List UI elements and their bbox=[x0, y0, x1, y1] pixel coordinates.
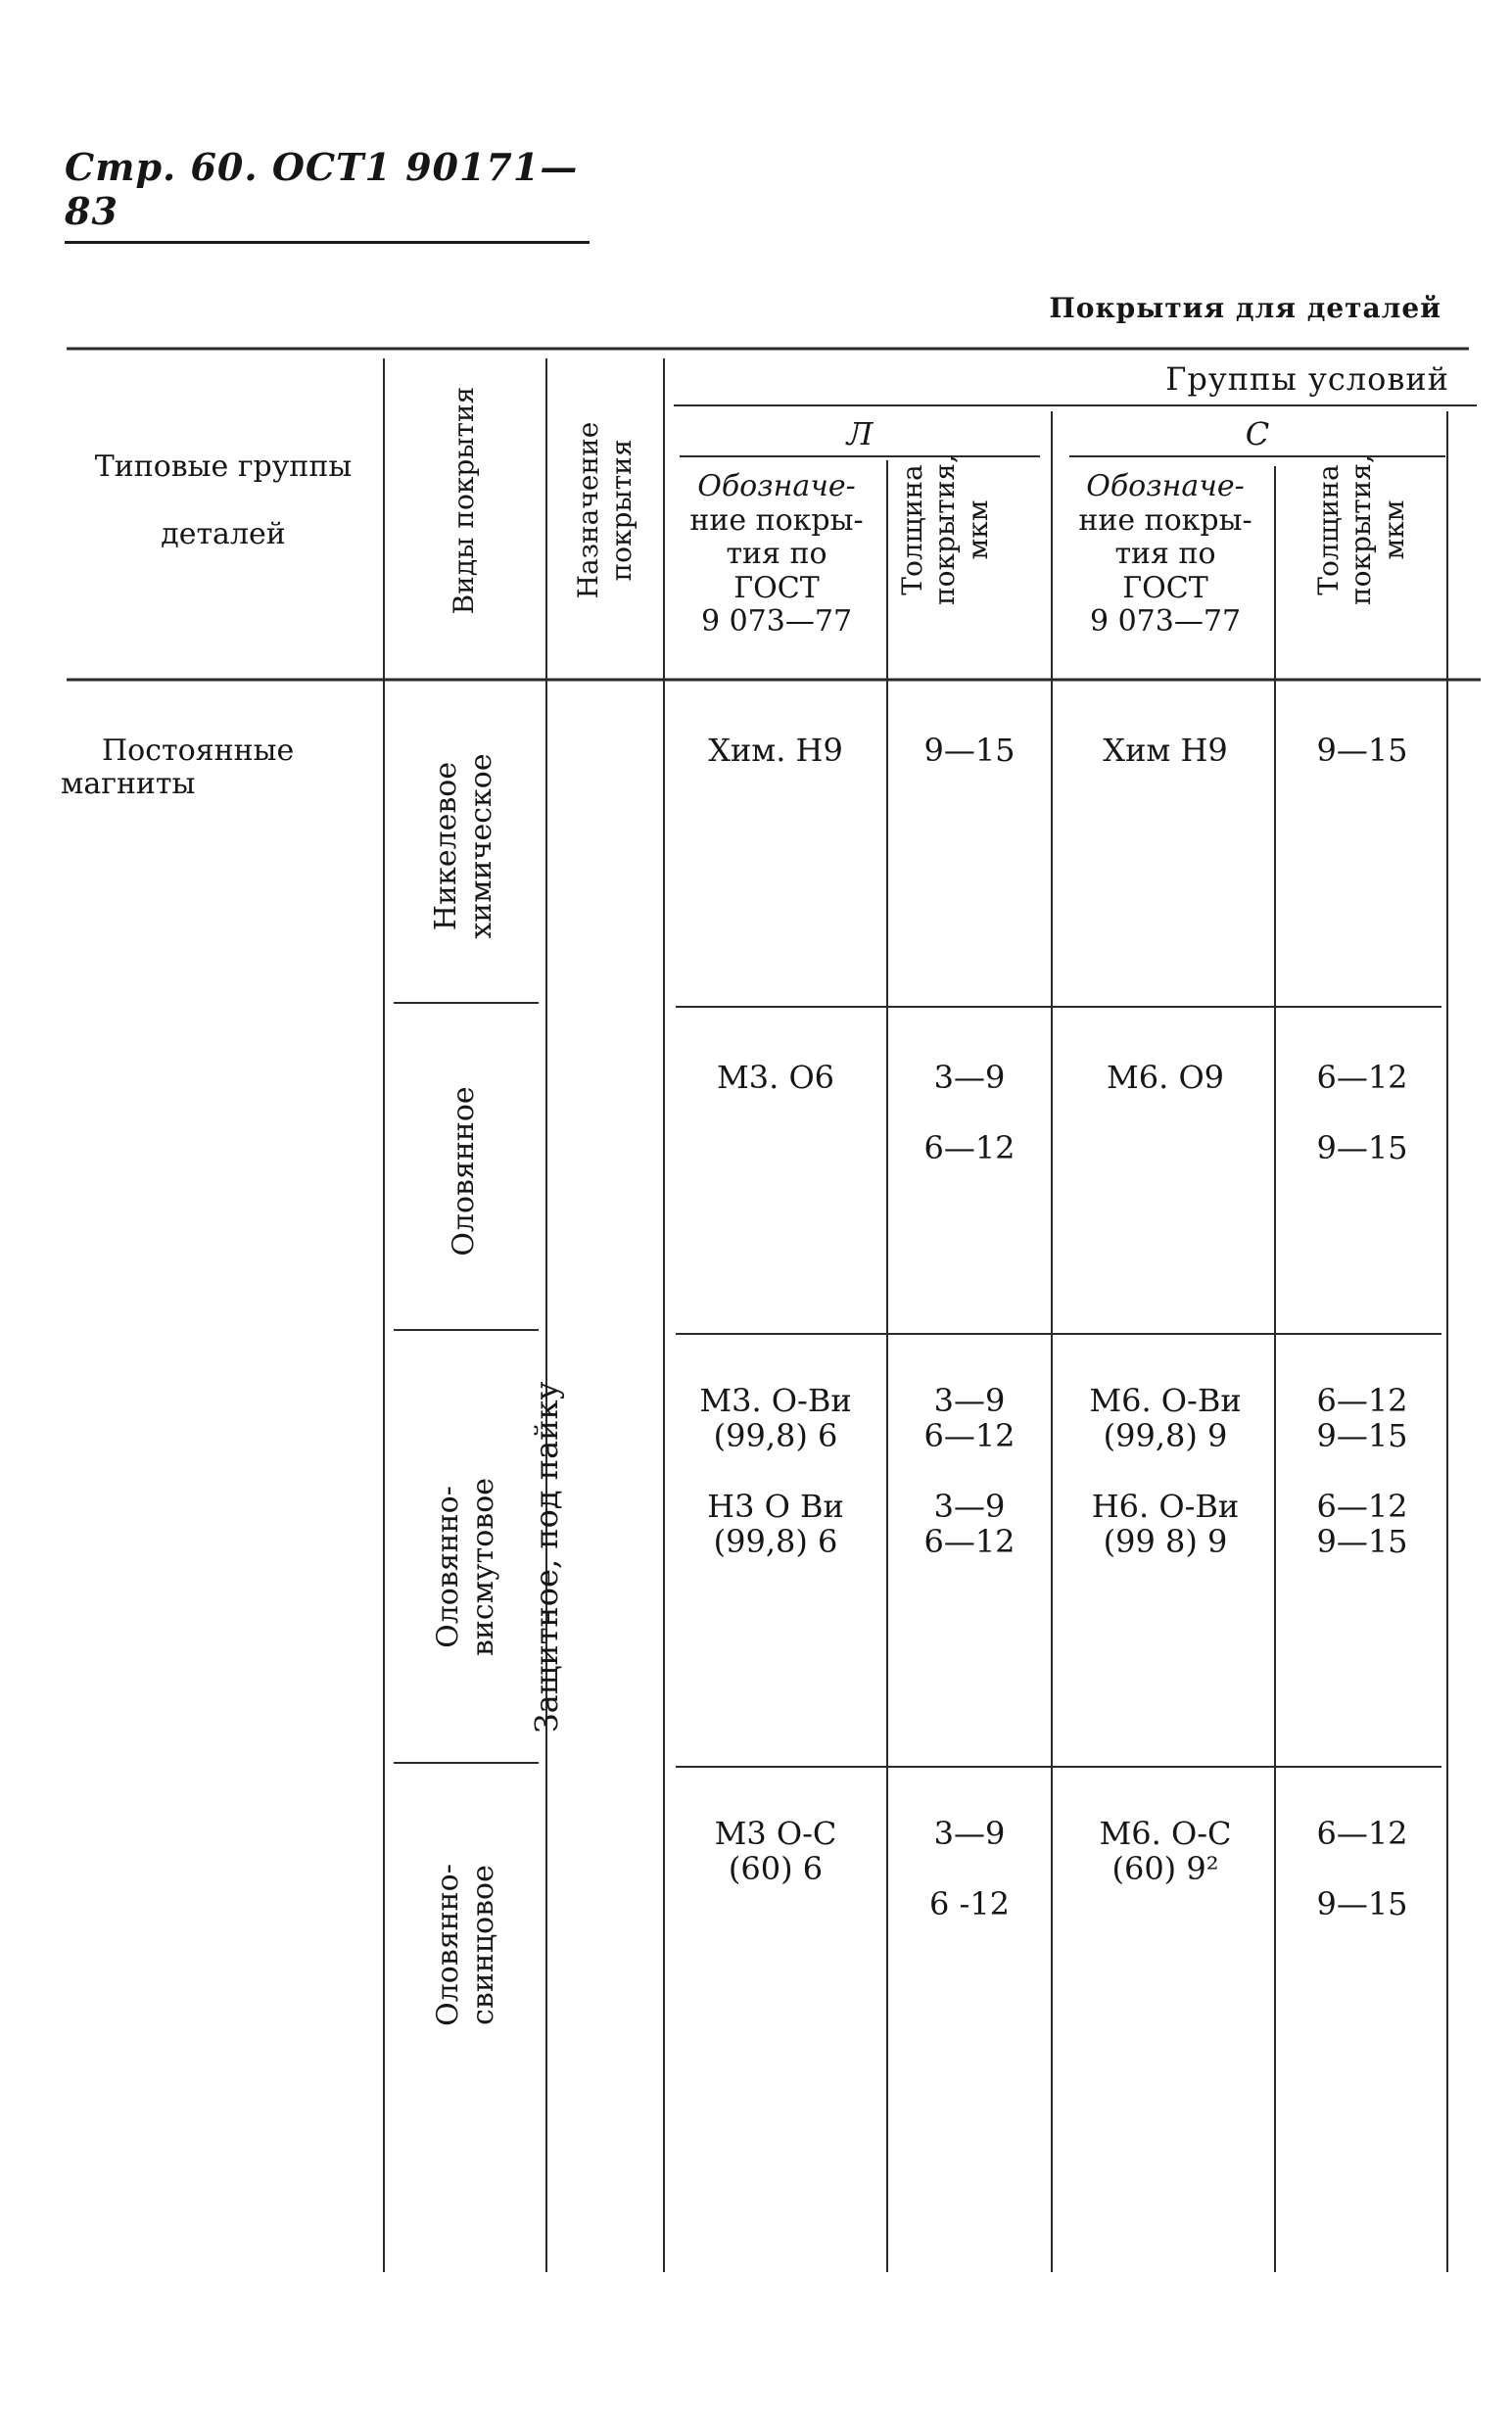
row-2-l-thickness bbox=[891, 1042, 1048, 1183]
header-l-thickness-line-3: мкм bbox=[961, 499, 994, 560]
row-3-c-thickness-line-2: 9—15 bbox=[1316, 1417, 1408, 1454]
page-header: Стр. 60. ОСТ1 90171—83 bbox=[65, 145, 590, 244]
header-c-designation bbox=[1058, 470, 1273, 666]
row-1-kind-line-2: химическое bbox=[464, 753, 498, 939]
row-4-l-thickness bbox=[891, 1798, 1048, 1939]
header-group-l-text: Л bbox=[846, 414, 874, 452]
row-4-c-designation bbox=[1058, 1816, 1273, 1886]
row-2-c-designation-line-1: М6. О9 bbox=[1106, 1059, 1225, 1096]
row-4-c-designation-line-1: М6. О-С bbox=[1099, 1815, 1232, 1852]
header-c-thickness-line-3: мкм bbox=[1377, 499, 1410, 560]
row-3-c-designation-line-3: Н6. О-Ви bbox=[1091, 1488, 1240, 1525]
header-c-thickness-line-2: покрытия, bbox=[1345, 454, 1378, 605]
header-kind bbox=[430, 358, 498, 642]
row-3-c-thickness bbox=[1279, 1383, 1445, 1559]
header-purpose-line-1: Назначение bbox=[572, 421, 605, 599]
row-1-c-designation bbox=[1058, 733, 1273, 768]
row-4-c-designation-line-2: (60) 9² bbox=[1111, 1850, 1219, 1887]
row-3-l-thickness-line-4: 6—12 bbox=[923, 1523, 1016, 1560]
row-2-kind bbox=[435, 1054, 494, 1289]
row-1-l-designation bbox=[668, 733, 883, 768]
row-3-kind bbox=[417, 1440, 515, 1694]
group-name-line-1: Постоянные bbox=[102, 733, 295, 768]
row-3-c-thickness-line-3: 6—12 bbox=[1316, 1488, 1408, 1525]
row-4-kind-line-1: Оловянно- bbox=[431, 1864, 465, 2026]
header-group-c-text: С bbox=[1245, 414, 1270, 452]
header-group-line-1: Типовые группы bbox=[94, 450, 353, 484]
row-2-c-thickness-line-1: 6—12 bbox=[1316, 1059, 1408, 1096]
header-l-thickness-line-2: покрытия, bbox=[928, 454, 962, 605]
row-3-kind-line-2: висмутовое bbox=[466, 1477, 500, 1657]
header-l-designation bbox=[668, 470, 885, 666]
header-l-thickness bbox=[881, 432, 1009, 628]
header-c-thickness bbox=[1298, 432, 1425, 628]
header-purpose-line-2: покрытия bbox=[605, 439, 638, 582]
row-1-kind-line-1: Никелевое bbox=[429, 761, 463, 931]
row-3-c-thickness-line-1: 6—12 bbox=[1316, 1382, 1408, 1419]
row-2-c-designation bbox=[1058, 1060, 1273, 1095]
row-2-c-thickness bbox=[1279, 1042, 1445, 1183]
row-1-l-thickness bbox=[891, 733, 1048, 768]
row-3-l-designation-line-3: Н3 О Ви bbox=[707, 1488, 844, 1525]
row-2-c-thickness-line-2: 9—15 bbox=[1316, 1129, 1408, 1166]
header-c-designation-line-3: тия по bbox=[1114, 537, 1216, 571]
row-4-l-designation-line-2: (60) 6 bbox=[728, 1850, 824, 1887]
header-c-designation-line-4: ГОСТ bbox=[1122, 570, 1208, 605]
header-l-designation-line-2: ние покры- bbox=[689, 502, 864, 538]
row-3-l-thickness-line-1: 3—9 bbox=[933, 1382, 1006, 1419]
header-l-designation-line-3: тия по bbox=[726, 537, 827, 571]
row-3-l-designation bbox=[668, 1383, 883, 1559]
row-2-kind-line-1: Оловянное bbox=[447, 1086, 481, 1257]
header-conditions-text: Группы условий bbox=[1165, 359, 1449, 398]
header-conditions bbox=[1077, 356, 1449, 402]
group-name-line-2: магниты bbox=[61, 767, 196, 801]
header-c-thickness-line-1: Толщина bbox=[1311, 464, 1345, 595]
row-1-kind bbox=[415, 729, 513, 964]
header-l-designation-line-4: ГОСТ bbox=[733, 570, 820, 605]
row-1-c-designation-line-1: Хим Н9 bbox=[1103, 732, 1228, 769]
row-3-l-designation-line-4: (99,8) 6 bbox=[713, 1523, 838, 1560]
row-1-l-thickness-line-1: 9—15 bbox=[923, 732, 1016, 769]
row-3-c-designation-line-2: (99,8) 9 bbox=[1103, 1417, 1228, 1454]
row-4-kind-line-2: свинцовое bbox=[466, 1865, 500, 2025]
row-4-kind bbox=[417, 1818, 515, 2072]
header-l-designation-line-5: 9 073—77 bbox=[700, 604, 853, 639]
row-3-l-thickness-line-2: 6—12 bbox=[923, 1417, 1016, 1454]
row-4-l-designation-line-1: М3 О-С bbox=[714, 1815, 837, 1852]
header-c-designation-line-2: ние покры- bbox=[1078, 502, 1252, 538]
header-c-designation-line-5: 9 073—77 bbox=[1089, 604, 1242, 639]
row-1-c-thickness bbox=[1279, 733, 1445, 768]
row-3-l-thickness bbox=[891, 1383, 1048, 1559]
header-group-line-2: деталей bbox=[161, 516, 286, 551]
row-1-c-thickness-line-1: 9—15 bbox=[1316, 732, 1408, 769]
header-kind-text: Виды покрытия bbox=[448, 386, 481, 615]
row-4-l-designation bbox=[668, 1816, 883, 1886]
row-3-c-designation bbox=[1058, 1383, 1273, 1559]
row-3-kind-line-1: Оловянно- bbox=[431, 1486, 465, 1648]
header-purpose bbox=[561, 358, 649, 662]
row-3-c-designation-line-1: М6. О-Ви bbox=[1089, 1382, 1242, 1419]
row-2-l-thickness-line-2: 6—12 bbox=[923, 1129, 1016, 1166]
purpose-value bbox=[517, 1371, 576, 1743]
row-3-l-thickness-line-3: 3—9 bbox=[933, 1488, 1006, 1525]
row-4-l-thickness-line-1: 3—9 bbox=[933, 1815, 1006, 1852]
row-3-c-thickness-line-4: 9—15 bbox=[1316, 1523, 1408, 1560]
row-4-c-thickness-line-2: 9—15 bbox=[1316, 1885, 1408, 1922]
row-1-l-designation-line-1: Хим. Н9 bbox=[708, 732, 843, 769]
table-caption: Покрытия для деталей bbox=[1049, 292, 1441, 324]
row-2-l-designation bbox=[668, 1060, 883, 1095]
row-4-c-thickness-line-1: 6—12 bbox=[1316, 1815, 1408, 1852]
purpose-value-text: Защитное, под пайку bbox=[527, 1381, 565, 1733]
header-l-thickness-line-1: Толщина bbox=[895, 464, 928, 595]
header-c-designation-line-1: Обозначе- bbox=[1086, 469, 1245, 503]
row-3-l-designation-line-1: М3. О-Ви bbox=[699, 1382, 852, 1419]
row-2-l-designation-line-1: М3. О6 bbox=[716, 1059, 835, 1096]
header-group bbox=[69, 411, 378, 607]
row-3-c-designation-line-4: (99 8) 9 bbox=[1103, 1523, 1228, 1560]
group-name bbox=[61, 729, 354, 807]
header-l-designation-line-1: Обозначе- bbox=[697, 469, 856, 503]
row-3-l-designation-line-2: (99,8) 6 bbox=[713, 1417, 838, 1454]
row-2-l-thickness-line-1: 3—9 bbox=[933, 1059, 1006, 1096]
row-4-l-thickness-line-2: 6 -12 bbox=[928, 1885, 1011, 1922]
row-4-c-thickness bbox=[1279, 1798, 1445, 1939]
